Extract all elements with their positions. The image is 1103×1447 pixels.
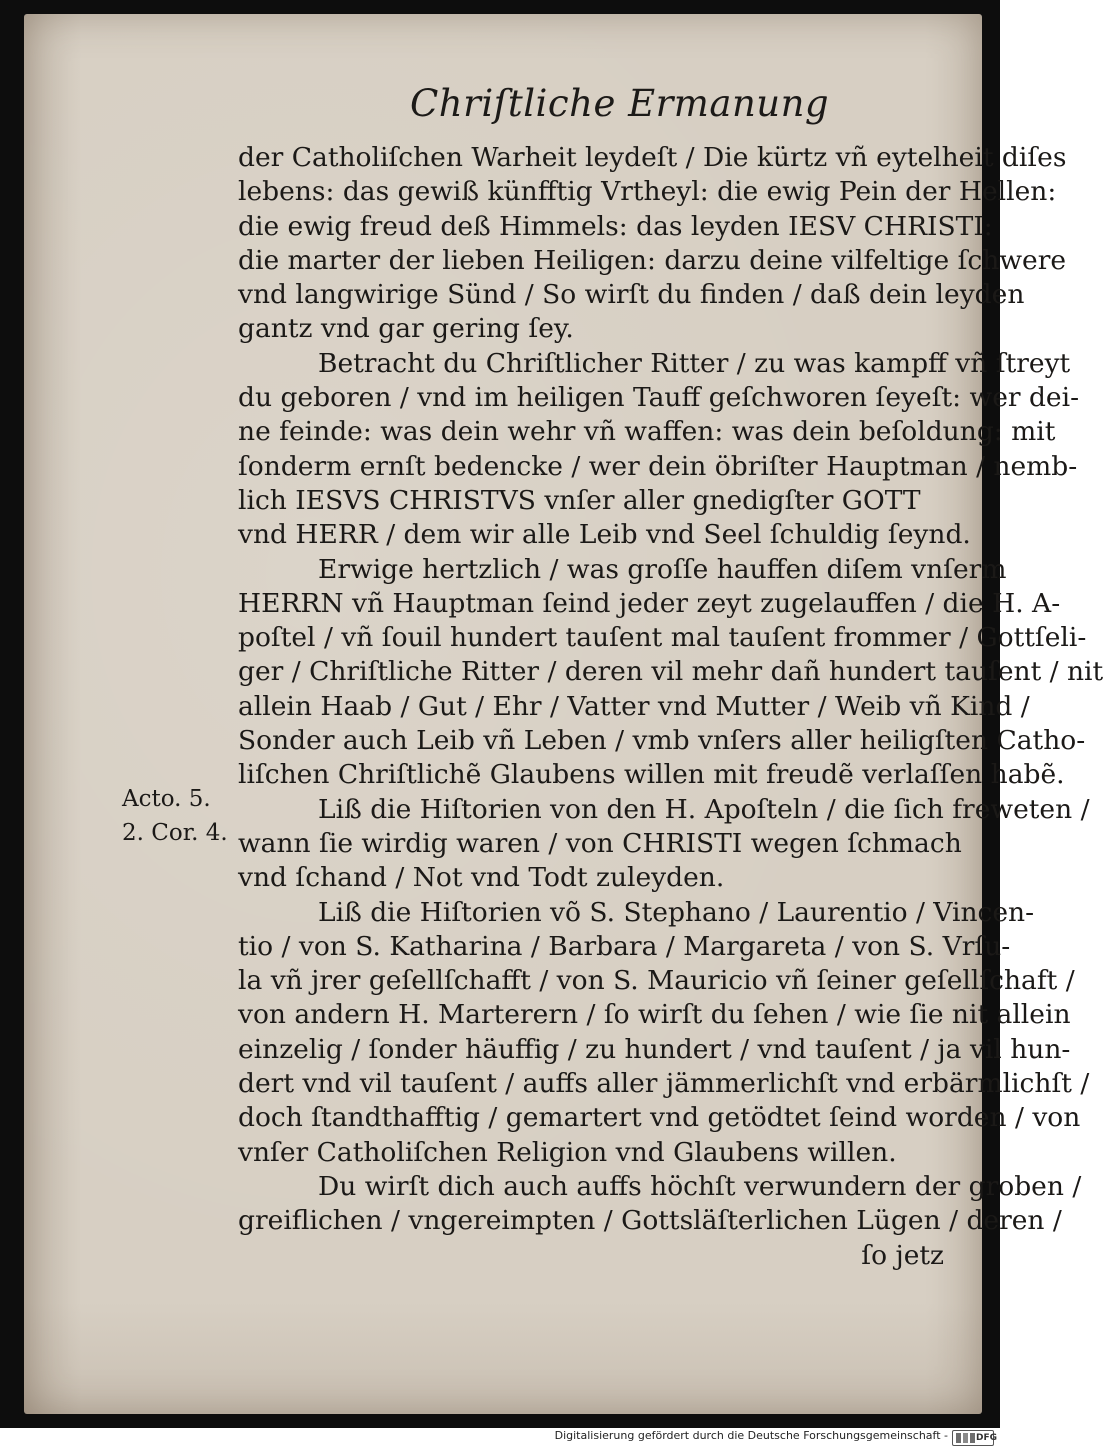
- text-line: Sonder auch Leib vñ Leben / vmb vnſers aller heiligſten Catho-: [238, 725, 1086, 757]
- funding-credit: Digitalisierung gefördert durch die Deutsche Forschungsgemeinschaft -: [554, 1429, 948, 1442]
- text-line: liſchen Chriſtlichẽ Glaubens willen mit freudẽ verlaſſen habẽ.: [238, 759, 1065, 791]
- footer-bar: [0, 1428, 1000, 1447]
- margin-note: Acto. 5.: [122, 786, 211, 812]
- running-title: Chriſtliche Ermanung: [410, 82, 830, 125]
- text-line: poſtel / vñ ſouil hundert tauſent mal tauſent frommer / Gottſeli-: [238, 622, 1087, 654]
- text-line: doch ſtandthafftig / gemartert vnd getödtet ſeind worden / von: [238, 1102, 1081, 1134]
- text-line: ne feinde: was dein wehr vñ waffen: was dein beſoldung: mit: [238, 416, 1056, 448]
- text-line: vnd ſchand / Not vnd Todt zuleyden.: [238, 862, 725, 894]
- text-line: HERRN vñ Hauptman ſeind jeder zeyt zugelauffen / die H. A-: [238, 587, 1061, 619]
- dfg-logo-text: DFG: [976, 1433, 998, 1443]
- text-line: Betracht du Chriſtlicher Ritter / zu was kampff vñ ſtreyt: [318, 347, 1071, 379]
- text-line: einzelig / ſonder häuffig / zu hundert / vnd tauſent / ja vil hun-: [238, 1033, 1071, 1065]
- margin-note: 2. Cor. 4.: [122, 820, 228, 846]
- text-line: dert vnd vil tauſent / auffs aller jämmerlichſt vnd erbärmlichſt /: [238, 1068, 1090, 1100]
- text-line: Liß die Hiſtorien võ S. Stephano / Laurentio / Vincen-: [318, 896, 1035, 928]
- text-line: von andern H. Marterern / ſo wirſt du ſehen / wie ſie nit allein: [238, 999, 1071, 1031]
- text-line: gantz vnd gar gering ſey.: [238, 313, 574, 345]
- text-line: greiflichen / vngereimpten / Gottsläſterlichen Lügen / deren /: [238, 1205, 1062, 1237]
- text-line: wann ſie wirdig waren / von CHRISTI wegen ſchmach: [238, 827, 962, 859]
- text-line: der Catholiſchen Warheit leydeſt / Die kürtz vñ eytelheit diſes: [238, 142, 1067, 173]
- text-line: du geboren / vnd im heiligen Tauff geſchworen ſeyeſt: wer dei-: [238, 382, 1080, 414]
- text-line: Du wirſt dich auch auffs höchſt verwundern der groben /: [318, 1170, 1082, 1202]
- text-line: ger / Chriſtliche Ritter / deren vil mehr dañ hundert tauſent / nit: [238, 656, 1103, 688]
- text-line: die marter der lieben Heiligen: darzu deine vilfeltige ſchwere: [238, 244, 1067, 276]
- text-line: lebens: das gewiß künfftig Vrtheyl: die ewig Pein der Hellen:: [238, 176, 1057, 208]
- body-text: [238, 141, 1103, 1273]
- text-line: vnd langwirige Sünd / So wirſt du finden / daß dein leyden: [238, 279, 1025, 311]
- margin-notes: [122, 782, 232, 850]
- text-line: die ewig freud deß Himmels: das leyden IESV CHRISTI:: [238, 210, 993, 242]
- text-line: allein Haab / Gut / Ehr / Vatter vnd Mutter / Weib vñ Kind /: [238, 690, 1030, 722]
- text-line: tio / von S. Katharina / Barbara / Margareta / von S. Vrſu-: [238, 930, 1011, 962]
- text-line: vnd HERR / dem wir alle Leib vnd Seel ſchuldig ſeynd.: [238, 519, 971, 551]
- text-line: ſonderm ernſt bedencke / wer dein öbriſter Hauptman / nemb-: [238, 450, 1078, 482]
- text-line: lich IESVS CHRISTVS vnſer aller gnedigſter GOTT: [238, 484, 921, 516]
- text-line: vnſer Catholiſchen Religion vnd Glaubens willen.: [238, 1136, 897, 1168]
- catchword: ſo jetz: [861, 1239, 944, 1271]
- text-line: Liß die Hiſtorien von den H. Apoſteln / die ſich freweten /: [318, 793, 1090, 825]
- dfg-logo: [952, 1430, 998, 1446]
- text-line: Erwige hertzlich / was groſſe hauffen diſem vnſerm: [318, 553, 1007, 585]
- text-line: la vñ jrer geſellſchafft / von S. Mauricio vñ ſeiner geſellſchaft /: [238, 965, 1075, 997]
